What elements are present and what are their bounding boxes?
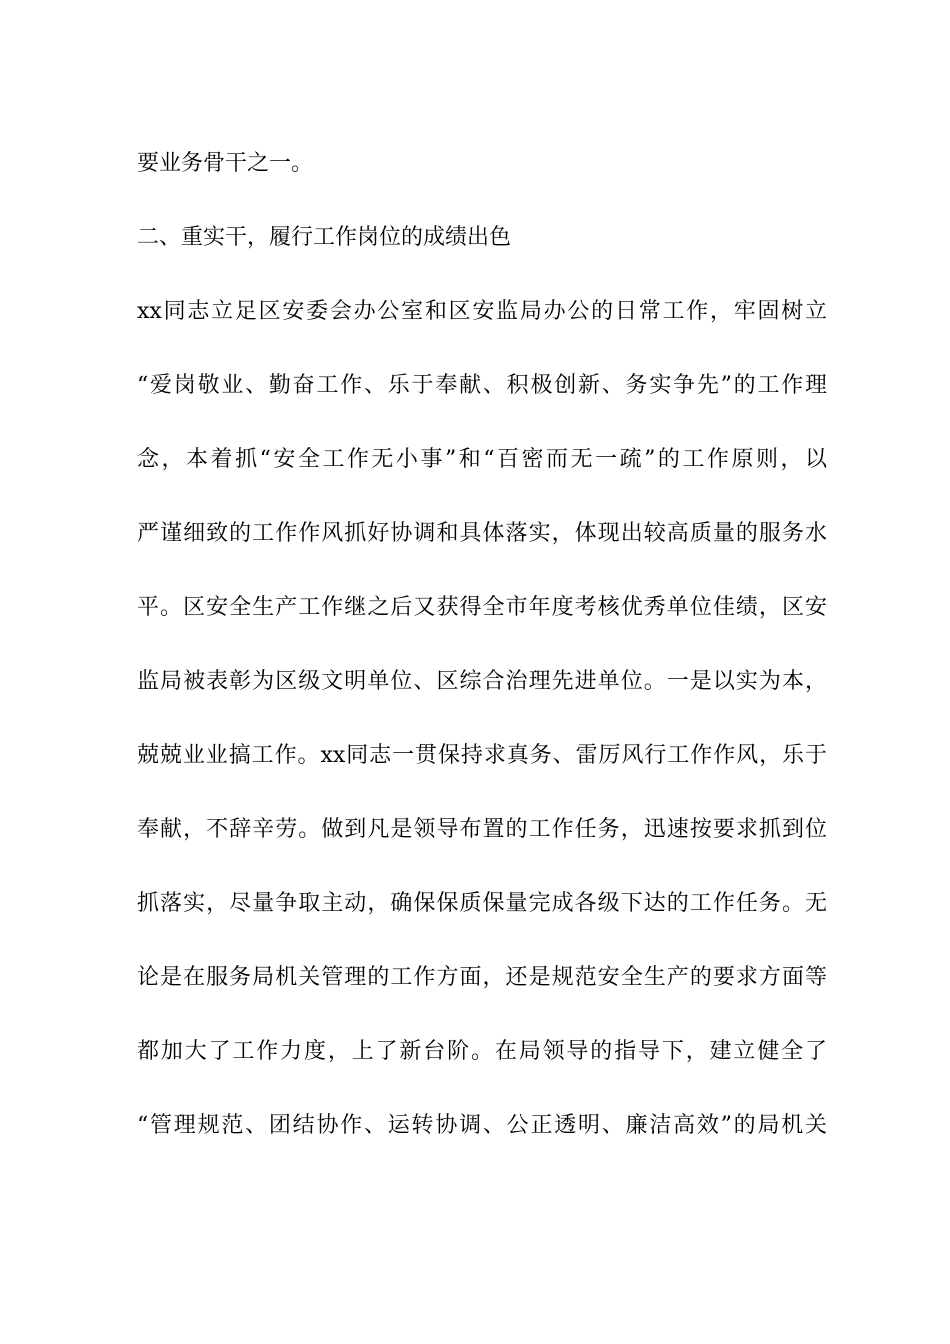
text-line: “爱岗敬业、勤奋工作、乐于奉献、积极创新、务实争先”的工作理 [137, 373, 827, 398]
text-line: 抓落实，尽量争取主动，确保保质保量完成各级下达的工作任务。无 [137, 891, 827, 916]
text-line: 论是在服务局机关管理的工作方面，还是规范安全生产的要求方面等 [137, 965, 827, 990]
text-line: “管理规范、团结协作、运转协调、公正透明、廉洁高效”的局机关 [137, 1113, 827, 1138]
text-line: 奉献，不辞辛劳。做到凡是领导布置的工作任务，迅速按要求抓到位 [137, 817, 827, 842]
text-line: 都加大了工作力度，上了新台阶。在局领导的指导下，建立健全了 [137, 1039, 827, 1064]
section-heading: 二、重实干，履行工作岗位的成绩出色 [137, 225, 512, 250]
text-line: xx同志立足区安委会办公室和区安监局办公的日常工作，牢固树立 [137, 299, 827, 324]
text-line: 念，本着抓“安全工作无小事”和“百密而无一疏”的工作原则，以 [137, 447, 827, 472]
text-line: 平。区安全生产工作继之后又获得全市年度考核优秀单位佳绩，区安 [137, 595, 827, 620]
text-line: 兢兢业业搞工作。xx同志一贯保持求真务、雷厉风行工作作风，乐于 [137, 743, 827, 768]
text-line: 监局被表彰为区级文明单位、区综合治理先进单位。一是以实为本， [137, 669, 827, 694]
text-line: 要业务骨干之一。 [137, 151, 314, 176]
text-line: 严谨细致的工作作风抓好协调和具体落实，体现出较高质量的服务水 [137, 521, 827, 546]
body-text [137, 140, 827, 1176]
